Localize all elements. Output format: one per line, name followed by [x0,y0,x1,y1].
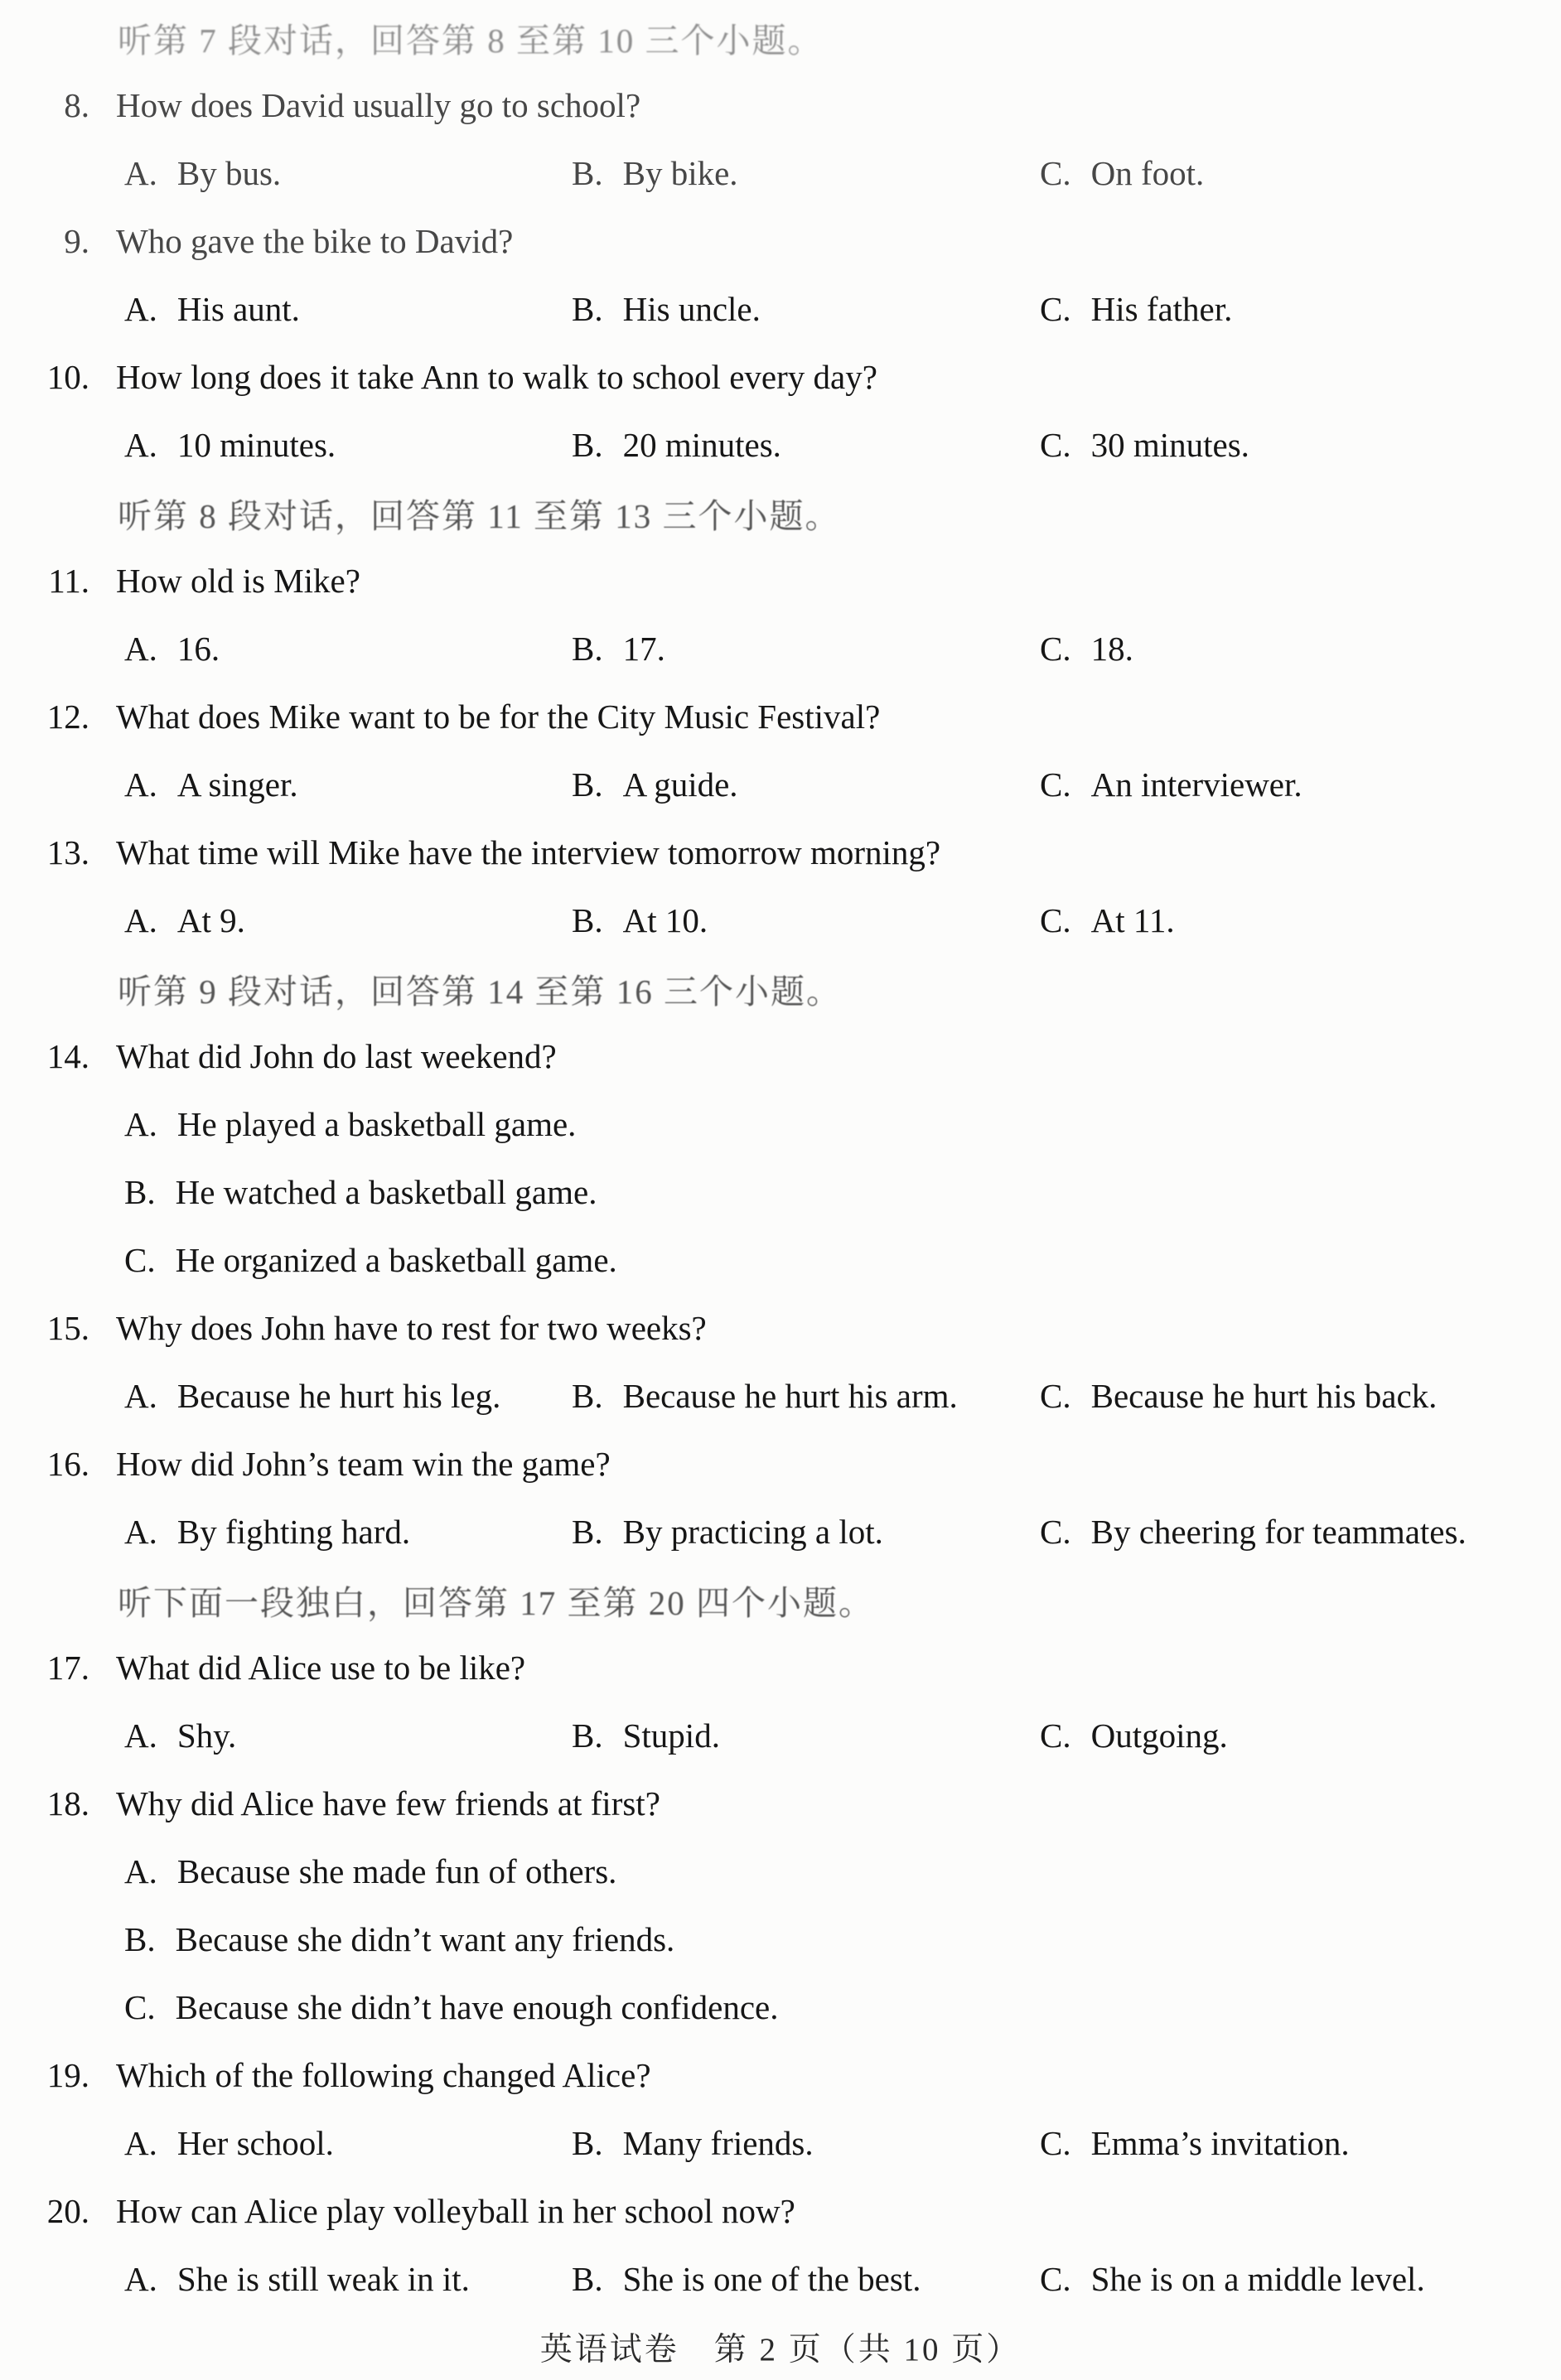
option-text: Because he hurt his arm. [622,1377,958,1415]
option-text: 17. [622,630,665,668]
option-letter: B. [572,1513,603,1551]
option-a [124,2123,572,2163]
option-text: 20 minutes. [622,426,781,464]
question-17 [0,1634,1561,1702]
option-text: Many friends. [622,2124,814,2162]
option-text: He organized a basketball game. [175,1241,617,1279]
option-text: His uncle. [622,290,761,328]
option-c [1040,629,1561,669]
question-16 [0,1430,1561,1498]
question-20 [0,2177,1561,2245]
option-c [1040,2259,1561,2299]
option-text: She is still weak in it. [176,2260,470,2298]
option-text: He played a basketball game. [176,1105,577,1143]
question-text: Why does John have to rest for two weeks? [116,1309,707,1347]
question-11 [0,547,1561,615]
option-a [124,1716,572,1755]
question-18-option-c [0,1973,1561,2041]
option-letter: A. [124,1377,157,1415]
option-letter: B. [572,630,603,668]
option-text: At 11. [1090,901,1175,939]
question-18-option-a [0,1837,1561,1905]
question-text: Which of the following changed Alice? [116,2056,651,2094]
question-text: What time will Mike have the interview tomorrow morning? [116,833,941,871]
option-c [1040,1512,1561,1552]
option-letter: A. [124,1105,157,1143]
option-text: On foot. [1090,154,1205,192]
option-letter: C. [124,1241,156,1279]
option-text: Outgoing. [1090,1716,1228,1755]
question-number: 12. [46,698,89,736]
option-letter: C. [1040,630,1071,668]
option-letter: C. [1040,765,1071,804]
option-text: By bike. [622,154,738,192]
option-b [572,1716,1040,1755]
option-letter: A. [124,1852,157,1890]
option-a [124,900,572,940]
question-9-options [0,275,1561,343]
question-8 [0,71,1561,139]
option-letter: A. [124,630,157,668]
option-letter: C. [1040,2260,1071,2298]
option-b [572,900,1040,940]
option-letter: C. [1040,2124,1071,2162]
option-c [1040,289,1561,329]
option-text: A guide. [622,765,738,804]
option-c [1040,153,1561,193]
option-c [1040,1376,1561,1416]
option-letter: B. [572,426,603,464]
question-number: 10. [46,358,89,396]
option-letter: C. [1040,1377,1071,1415]
option-letter: B. [572,1716,603,1755]
question-text: What did Alice use to be like? [116,1649,526,1687]
question-number: 19. [46,2056,89,2094]
page-footer: 英语试卷 第 2 页（共 10 页） [539,2332,1022,2368]
option-letter: B. [124,1173,156,1211]
question-13-options [0,886,1561,954]
option-letter: C. [1040,901,1071,939]
option-text: 10 minutes. [176,426,336,464]
option-letter: A. [124,426,157,464]
question-text: Who gave the bike to David? [116,222,514,260]
question-20-options [0,2245,1561,2313]
option-b [572,289,1040,329]
question-8-options [0,139,1561,207]
option-b [572,1512,1040,1552]
question-number: 18. [46,1784,89,1822]
option-a [124,153,572,193]
question-14-option-c [0,1226,1561,1294]
question-15-options [0,1362,1561,1430]
question-number: 14. [46,1037,89,1075]
option-text: 30 minutes. [1090,426,1249,464]
option-a [124,289,572,329]
option-text: By bus. [176,154,282,192]
option-letter: B. [572,2124,603,2162]
question-18 [0,1769,1561,1837]
question-12-options [0,751,1561,818]
question-text: How old is Mike? [116,562,360,600]
question-15 [0,1294,1561,1362]
question-number: 8. [64,86,89,124]
question-11-options [0,615,1561,683]
option-letter: C. [1040,1513,1071,1551]
option-b [572,1376,1040,1416]
option-a [124,765,572,804]
option-text: An interviewer. [1090,765,1302,804]
question-19 [0,2041,1561,2109]
option-text: Because he hurt his back. [1090,1377,1438,1415]
option-letter: A. [124,2260,157,2298]
option-b [572,629,1040,669]
question-18-option-b [0,1905,1561,1973]
question-text: Why did Alice have few friends at first? [116,1784,660,1822]
question-14-option-a [0,1090,1561,1158]
option-letter: C. [1040,154,1071,192]
option-text: Because he hurt his leg. [176,1377,501,1415]
question-10-options [0,411,1561,479]
option-letter: B. [572,765,603,804]
option-letter: A. [124,1513,157,1551]
option-text: Emma’s invitation. [1090,2124,1350,2162]
option-letter: B. [572,2260,603,2298]
option-text: His father. [1090,290,1233,328]
option-a [124,629,572,669]
option-text: At 10. [622,901,708,939]
option-letter: C. [124,1988,156,2026]
option-a [124,2259,572,2299]
option-letter: C. [1040,290,1071,328]
option-text: Because she didn’t have enough confidence. [175,1988,779,2026]
option-b [572,153,1040,193]
section-instruction-dialog8: 听第 8 段对话，回答第 11 至第 13 三个小题。 [118,496,841,535]
question-text: What did John do last weekend? [116,1037,557,1075]
option-text: She is one of the best. [622,2260,921,2298]
option-text: By practicing a lot. [622,1513,883,1551]
question-9 [0,207,1561,275]
question-number: 13. [46,833,89,871]
option-a [124,425,572,465]
option-text: A singer. [176,765,298,804]
question-10 [0,343,1561,411]
option-letter: B. [124,1920,156,1958]
question-text: How did John’s team win the game? [116,1445,611,1483]
option-text: Stupid. [622,1716,720,1755]
option-c [1040,765,1561,804]
option-text: She is on a middle level. [1090,2260,1425,2298]
option-text: He watched a basketball game. [175,1173,597,1211]
question-14 [0,1022,1561,1090]
option-text: Her school. [176,2124,334,2162]
option-text: 18. [1090,630,1133,668]
question-text: How long does it take Ann to walk to school every day? [116,358,877,396]
question-number: 11. [48,562,89,600]
question-number: 16. [46,1445,89,1483]
option-b [572,2259,1040,2299]
option-letter: B. [572,901,603,939]
question-text: How can Alice play volleyball in her school now? [116,2192,795,2230]
option-letter: C. [1040,426,1071,464]
question-number: 15. [46,1309,89,1347]
option-text: Shy. [176,1716,237,1755]
option-letter: A. [124,1716,157,1755]
option-letter: B. [572,154,603,192]
option-text: At 9. [176,901,245,939]
section-instruction-monologue: 听下面一段独白，回答第 17 至第 20 四个小题。 [118,1583,874,1622]
option-text: Because she made fun of others. [176,1852,617,1890]
option-b [572,425,1040,465]
option-letter: A. [124,901,157,939]
option-letter: A. [124,290,157,328]
option-a [124,1512,572,1552]
question-16-options [0,1498,1561,1566]
option-b [572,765,1040,804]
option-text: His aunt. [176,290,300,328]
option-a [124,1376,572,1416]
option-text: 16. [176,630,220,668]
question-13 [0,818,1561,886]
question-number: 20. [46,2192,89,2230]
option-letter: C. [1040,1716,1071,1755]
option-letter: A. [124,2124,157,2162]
section-instruction-dialog9: 听第 9 段对话，回答第 14 至第 16 三个小题。 [118,972,842,1011]
option-text: Because she didn’t want any friends. [175,1920,675,1958]
option-c [1040,2123,1561,2163]
question-17-options [0,1702,1561,1769]
option-letter: A. [124,154,157,192]
question-number: 9. [64,222,89,260]
question-14-option-b [0,1158,1561,1226]
option-c [1040,1716,1561,1755]
question-12 [0,683,1561,751]
option-c [1040,425,1561,465]
question-text: What does Mike want to be for the City Music Festival? [116,698,881,736]
option-letter: B. [572,290,603,328]
question-number: 17. [46,1649,89,1687]
option-c [1040,900,1561,940]
question-text: How does David usually go to school? [116,86,641,124]
option-text: By cheering for teammates. [1090,1513,1467,1551]
option-text: By fighting hard. [176,1513,411,1551]
question-19-options [0,2109,1561,2177]
option-letter: B. [572,1377,603,1415]
option-letter: A. [124,765,157,804]
option-b [572,2123,1040,2163]
section-instruction-dialog7: 听第 7 段对话，回答第 8 至第 10 三个小题。 [118,21,824,60]
